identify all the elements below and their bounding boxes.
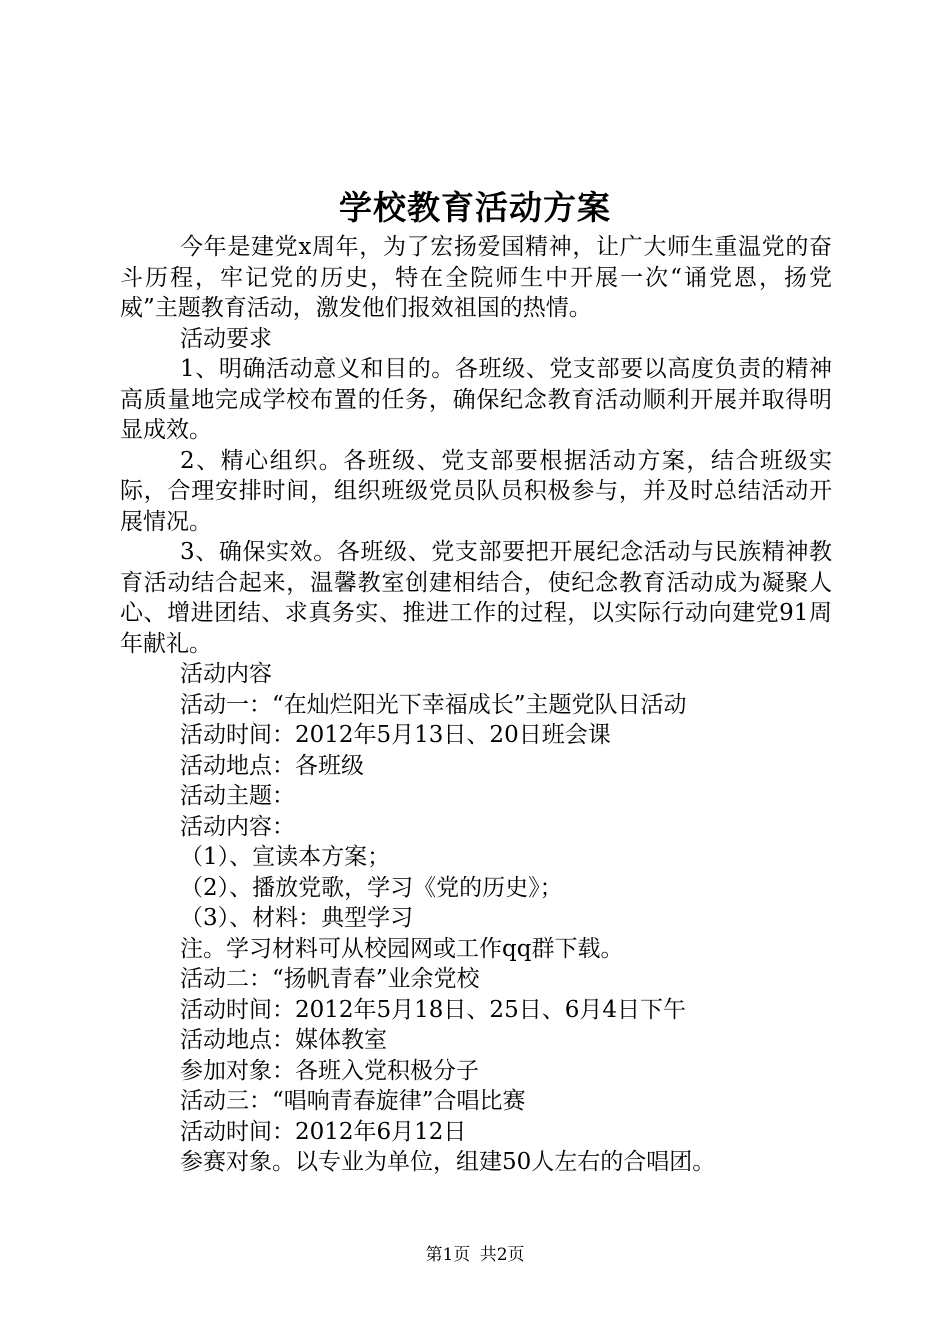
document-body xyxy=(120,232,832,1178)
page-number-current: 第1页 xyxy=(425,1245,471,1265)
content-line: （2）、播放党歌，学习《党的历史》； xyxy=(180,874,563,901)
content-line: 参加对象：各班入党积极分子 xyxy=(180,1057,479,1084)
content-line: 活动地点：各班级 xyxy=(180,752,364,779)
content-line: 活动二：“扬帆青春”业余党校 xyxy=(180,966,480,992)
intro-paragraph: 今年是建党x周年，为了宏扬爱国精神，让广大师生重温党的奋斗历程，牢记党的历史，特在全院师生中开展一次“诵党恩，扬党威”主题教育活动，激发他们报效祖国的热情。 xyxy=(120,234,832,321)
content-line: （3）、材料：典型学习 xyxy=(180,905,414,931)
content-line: 活动时间：2012年5月13日、20日班会课 xyxy=(180,722,611,748)
requirements-heading: 活动要求 xyxy=(180,325,272,352)
content-line: 活动时间：2012年5月18日、25日、6月4日下午 xyxy=(180,996,686,1023)
content-line: 活动时间：2012年6月12日 xyxy=(180,1118,467,1145)
content-line: 注。学习材料可从校园网或工作qq群下载。 xyxy=(180,935,624,962)
requirement-paragraph: 1、明确活动意义和目的。各班级、党支部要以高度负责的精神高质量地完成学校布置的任务，确保纪念教育活动顺利开展并取得明显成效。 xyxy=(120,356,832,443)
content-line: 活动内容： xyxy=(180,813,295,840)
content-line: 活动主题： xyxy=(180,783,295,809)
content-line: （1）、宣读本方案； xyxy=(180,844,391,870)
content-line: 活动三：“唱响青春旋律”合唱比赛 xyxy=(180,1088,526,1114)
content-heading: 活动内容 xyxy=(180,661,272,687)
requirement-paragraph: 2、精心组织。各班级、党支部要根据活动方案，结合班级实际，合理安排时间，组织班级党员队员积极参与，并及时总结活动开展情况。 xyxy=(120,447,832,535)
content-line: 活动地点：媒体教室 xyxy=(180,1027,387,1053)
requirement-paragraph: 3、确保实效。各班级、党支部要把开展纪念活动与民族精神教育活动结合起来，温馨教室创建相结合，使纪念教育活动成为凝聚人心、增进团结、求真务实、推进工作的过程，以实际行动向建党91周年献礼。 xyxy=(120,539,832,657)
page-number-total: 共2页 xyxy=(479,1245,525,1265)
content-line: 参赛对象。以专业为单位，组建50人左右的合唱团。 xyxy=(180,1149,716,1175)
page-footer xyxy=(0,1244,950,1266)
content-line: 活动一：“在灿烂阳光下幸福成长”主题党队日活动 xyxy=(180,691,687,718)
document-title: 学校教育活动方案 xyxy=(339,188,611,227)
